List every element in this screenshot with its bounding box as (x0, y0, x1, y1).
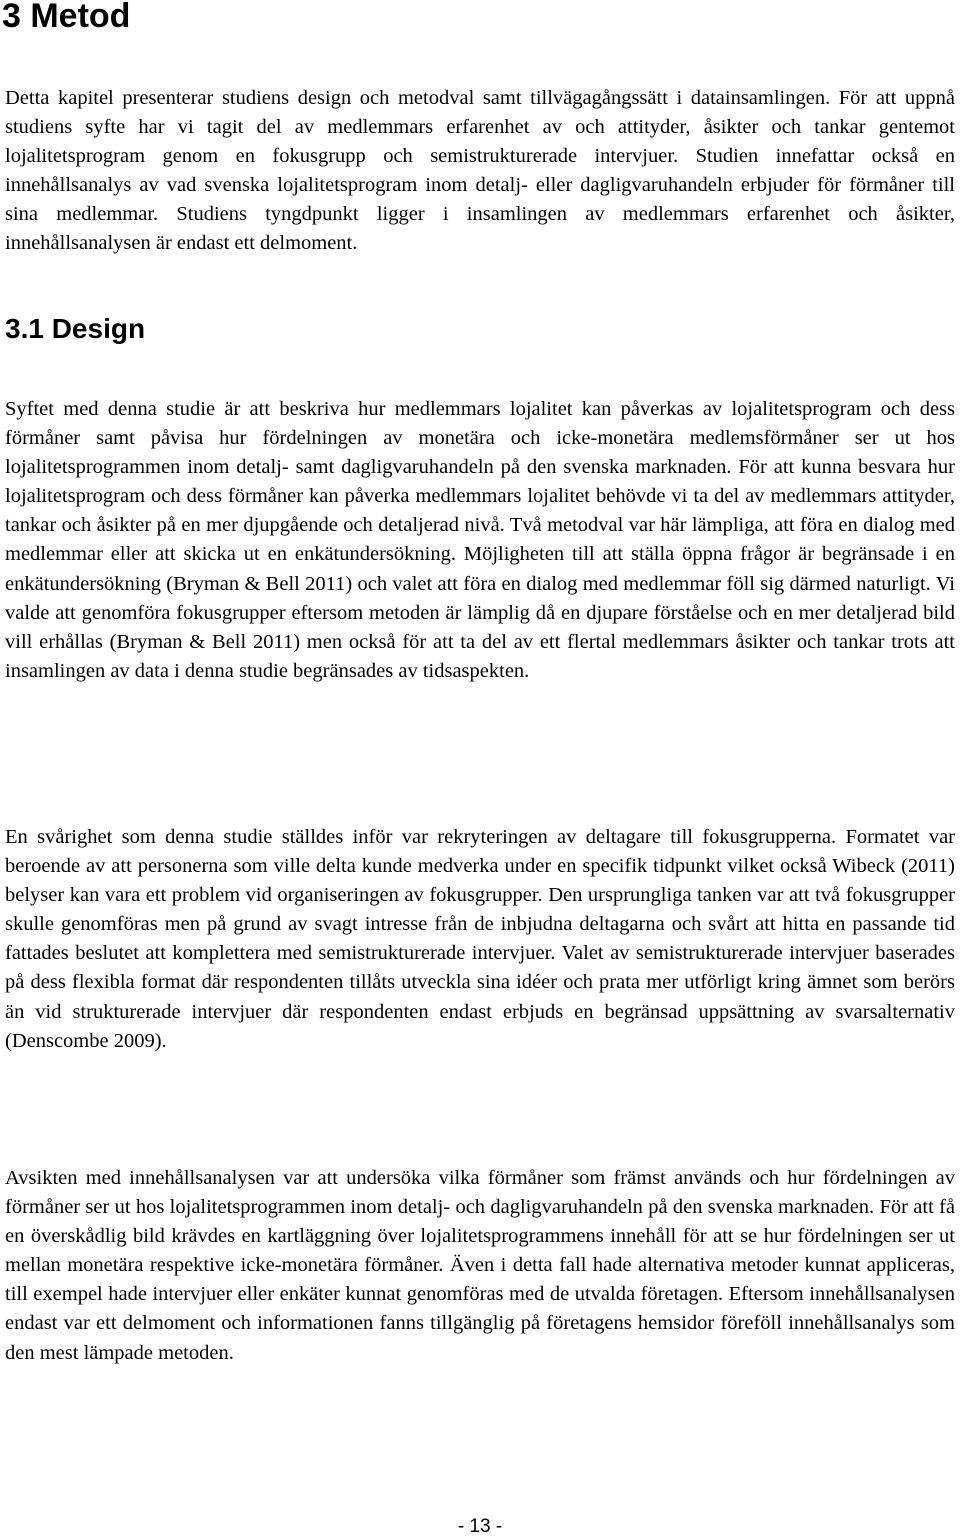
section-paragraph-2: En svårighet som denna studie ställdes inför var rekryteringen av deltagare till fokusgrupperna. Formatet var beroende av att personerna som ville delta kunde medverka under en specifik tidpunkt vilket också Wibeck (2011) belyser kan vara ett problem vid organiseringen av fokusgrupper. Den ursprungliga tanken var att två fokusgrupper skulle genomföras men på grund av svagt intresse från de inbjudna deltagarna och svårt att hitta en passande tid fattades beslutet att komplettera med semistrukturerade intervjuer. Valet av semistrukturerade intervjuer baserades på dess flexibla format där respondenten tillåts utveckla sina idéer och prata mer utförligt kring ämnet som berörs än vid strukturerade intervjuer där respondenten endast erbjuds en begränsad uppsättning av svarsalternativ (Denscombe 2009). (5, 826, 955, 1052)
section-title: 3.1 Design (5, 313, 146, 344)
page-number: - 13 - (457, 1516, 503, 1537)
section-paragraph-3: Avsikten med innehållsanalysen var att undersöka vilka förmåner som främst används och hur fördelningen av förmåner ser ut hos lojalitetsprogrammen inom detalj- och dagligvaruhandeln på den svenska marknaden. För att få en överskådlig bild krävdes en kartläggning över lojalitetsprogrammens innehåll för att se hur fördelningen ser ut mellan monetära respektive icke-monetära förmåner. Även i detta fall hade alternativa metoder kunnat appliceras, till exempel hade intervjuer eller enkäter kunnat genomföras med de utvalda företagen. Eftersom innehållsanalysen endast var ett delmoment och informationen fanns tillgänglig på företagens hemsidor föreföll innehållsanalys som den mest lämpade metoden. (5, 1167, 955, 1364)
chapter-intro-paragraph: Detta kapitel presenterar studiens design och metodval samt tillvägagångssätt i datainsamlingen. För att uppnå studiens syfte har vi tagit del av medlemmars erfarenhet av och attityder, åsikter och tankar gentemot lojalitetsprogram genom en fokusgrupp och semistrukturerade intervjuer. Studien innefattar också en innehållsanalys av vad svenska lojalitetsprogram inom detalj- eller dagligvaruhandeln erbjuder för förmåner till sina medlemmar. Studiens tyngdpunkt ligger i insamlingen av medlemmars erfarenhet och åsikter, innehållsanalysen är endast ett delmoment. (5, 87, 955, 255)
chapter-title: 3 Metod (2, 0, 131, 35)
section-paragraph-1: Syftet med denna studie är att beskriva hur medlemmars lojalitet kan påverkas av lojalitetsprogram och dess förmåner samt påvisa hur fördelningen av monetära och icke-monetära medlemsförmåner ser ut hos lojalitetsprogrammen inom detalj- samt dagligvaruhandeln på den svenska marknaden. För att kunna besvara hur lojalitetsprogram och dess förmåner kan påverka medlemmars lojalitet behövde vi ta del av medlemmars attityder, tankar och åsikter på en mer djupgående och detaljerad nivå. Två metodval var här lämpliga, att föra en dialog med medlemmar eller att skicka ut en enkätundersökning. Möjligheten till att ställa öppna frågor är begränsade i en enkätundersökning (Bryman & Bell 2011) och valet att föra en dialog med medlemmar föll sig därmed naturligt. Vi valde att genomföra fokusgrupper eftersom metoden är lämplig då en djupare förståelse och en mer detaljerad bild vill erhållas (Bryman & Bell 2011) men också för att ta del av ett flertal medlemmars åsikter och tankar trots att insamlingen av data i denna studie begränsades av tidsaspekten. (5, 398, 955, 682)
